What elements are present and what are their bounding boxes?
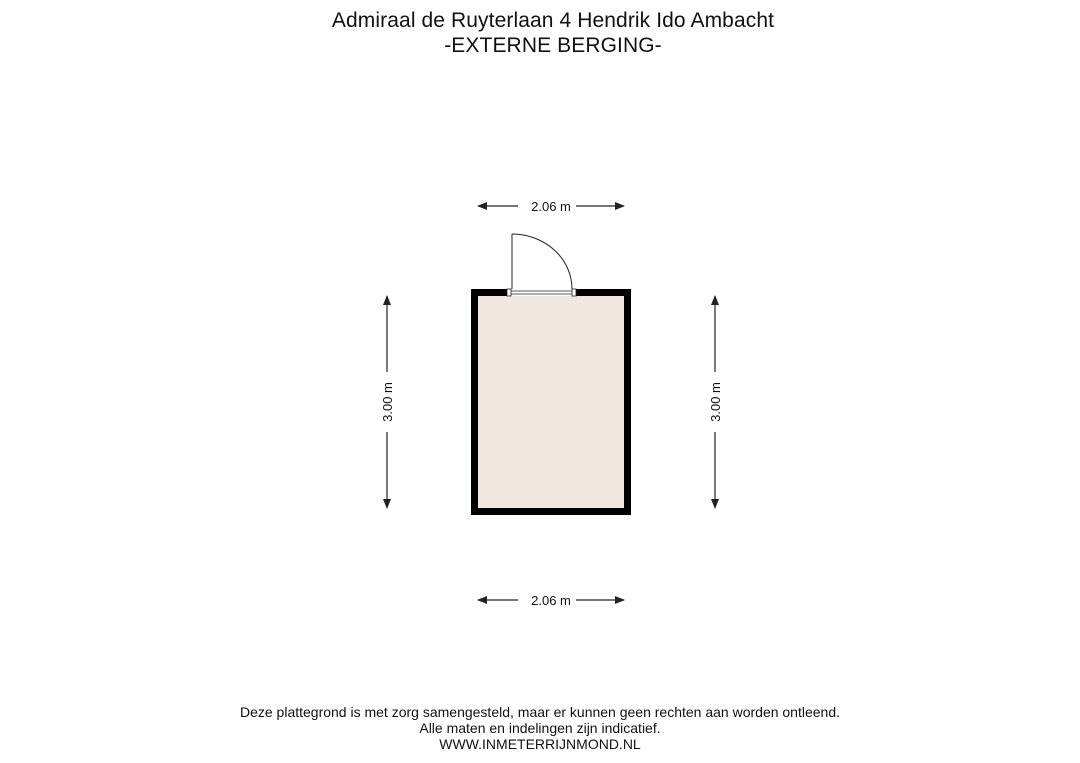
door-frame-left [507, 289, 511, 296]
storage-room [471, 234, 631, 515]
room-floor [478, 296, 624, 508]
dimension-bottom-label: 2.06 m [531, 593, 571, 608]
website-link[interactable]: WWW.INMETERRIJNMOND.NL [439, 736, 641, 752]
address-title: Admiraal de Ruyterlaan 4 Hendrik Ido Ambacht [331, 9, 775, 32]
disclaimer-line-2: Alle maten en indelingen zijn indicatief. [419, 720, 661, 736]
door-opening [508, 289, 576, 296]
dimension-right-label: 3.00 m [708, 382, 723, 422]
door-swing-arc [512, 234, 572, 289]
dimension-bottom [478, 593, 624, 608]
dimension-top [478, 199, 624, 214]
disclaimer-footer [0, 704, 1080, 752]
dimension-right [708, 296, 723, 508]
door-frame-right [572, 289, 576, 296]
dimension-top-label: 2.06 m [531, 199, 571, 214]
dimension-left-label: 3.00 m [380, 382, 395, 422]
disclaimer-line-1: Deze plattegrond is met zorg samengesteld, maar er kunnen geen rechten aan worden ontleend. [239, 704, 841, 720]
room-subtitle: -EXTERNE BERGING- [444, 34, 662, 57]
dimension-left [380, 296, 395, 508]
